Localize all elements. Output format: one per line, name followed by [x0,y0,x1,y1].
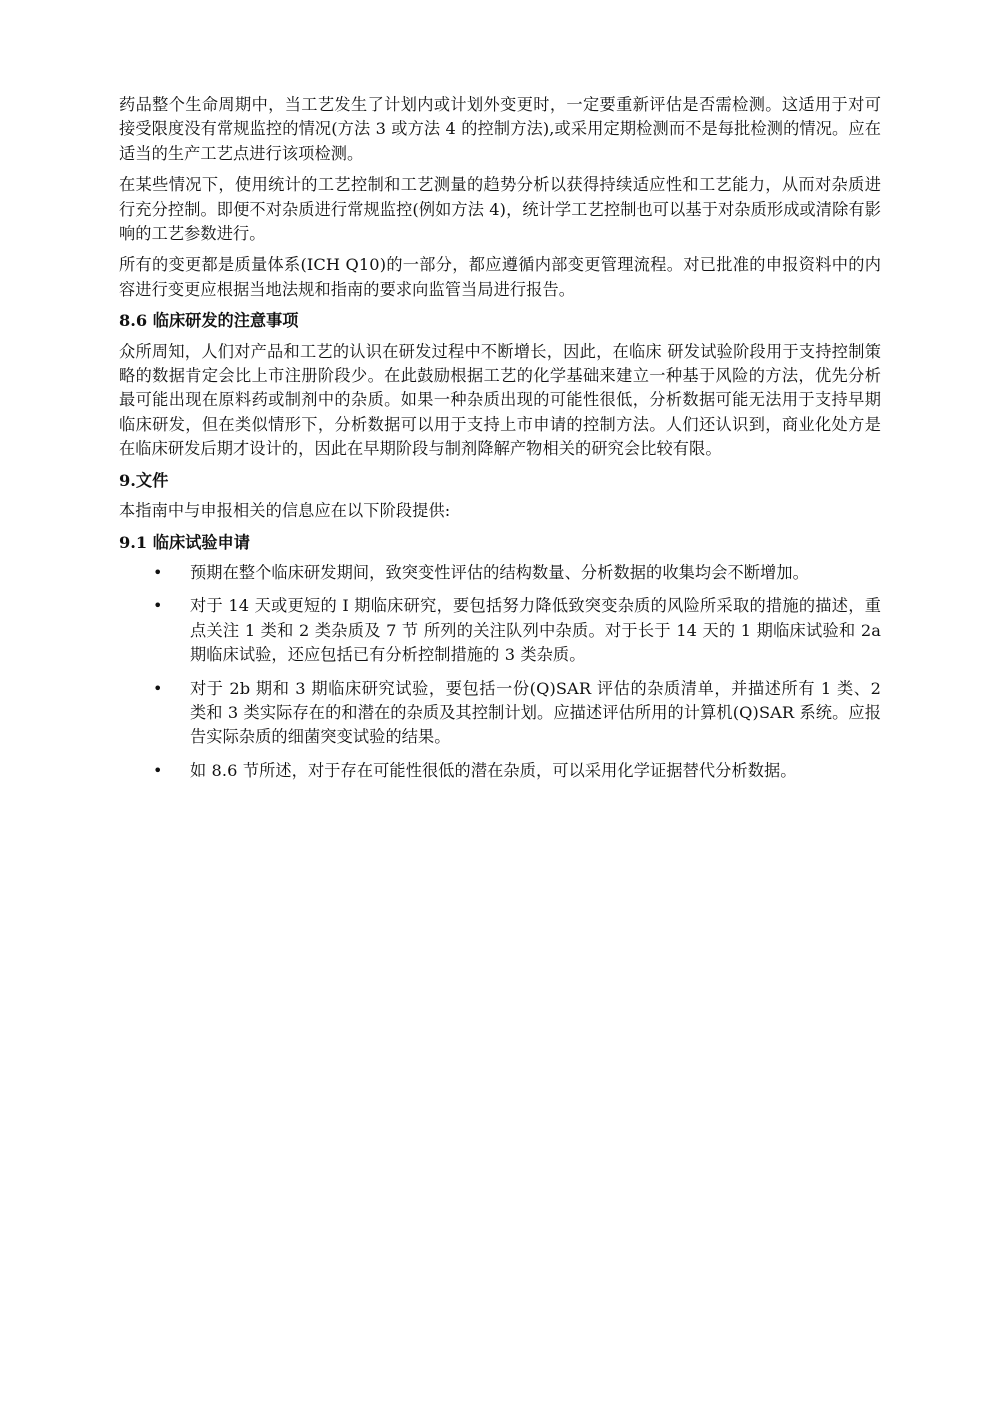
paragraph-clinical-development: 众所周知，人们对产品和工艺的认识在研发过程中不断增长，因此，在临床 研发试验阶段用于支持控制策略的数据肯定会比上市注册阶段少。在此鼓励根据工艺的化学基础来建立一种基于风险的方法，优先分析最可能出现在原料药或制剂中的杂质。如果一种杂质出现的可能性很低，分析数据可能无法用于支持早期临床研发，但在类似情形下，分析数据可以用于支持上市申请的控制方法。人们还认识到，商业化处方是在临床研发后期才设计的，因此在早期阶段与制剂降解产物相关的研究会比较有限。 [119,341,881,459]
list-item [119,561,881,585]
bullet-icon: • [153,596,163,616]
list-item [119,759,881,783]
section-heading-9: 9.文件 [119,470,169,490]
list-item [119,677,881,750]
document-page [119,93,881,792]
list-item-text: 对于 2b 期和 3 期临床研究试验，要包括一份(Q)SAR 评估的杂质清单，并描述所有 1 类、2 类和 3 类实际存在的和潜在的杂质及其控制计划。应描述评估所用的计算机(Q)SAR 系统。应报告实际杂质的细菌突变试验的结果。 [190,678,881,747]
paragraph-change-management: 所有的变更都是质量体系(ICH Q10)的一部分，都应遵循内部变更管理流程。对已批准的申报资料中的内容进行变更应根据当地法规和指南的要求向监管当局进行报告。 [119,255,881,299]
list-item-text: 如 8.6 节所述，对于存在可能性很低的潜在杂质，可以采用化学证据替代分析数据。 [190,760,797,780]
bullet-icon: • [153,562,163,582]
paragraph-documentation-intro: 本指南中与申报相关的信息应在以下阶段提供: [119,501,451,521]
paragraph-lifecycle-testing: 药品整个生命周期中，当工艺发生了计划内或计划外变更时，一定要重新评估是否需检测。这适用于对可接受限度没有常规监控的情况(方法 3 或方法 4 的控制方法),或采用定期检测而不是每批检测的情况。应在适当的生产工艺点进行该项检测。 [119,95,881,163]
list-item [119,594,881,667]
list-item-text: 预期在整个临床研发期间，致突变性评估的结构数量、分析数据的收集均会不断增加。 [190,562,809,582]
bullet-list-clinical-trial [119,561,881,783]
section-heading-9-1: 9.1 临床试验申请 [119,532,250,552]
paragraph-statistical-control: 在某些情况下，使用统计的工艺控制和工艺测量的趋势分析以获得持续适应性和工艺能力，从而对杂质进行充分控制。即便不对杂质进行常规监控(例如方法 4)，统计学工艺控制也可以基于对杂质形成或清除有影响的工艺参数进行。 [119,175,881,244]
bullet-icon: • [153,760,163,780]
section-heading-8-6: 8.6 临床研发的注意事项 [119,311,299,331]
list-item-text: 对于 14 天或更短的 I 期临床研究，要包括努力降低致突变杂质的风险所采取的措施的描述，重点关注 1 类和 2 类杂质及 7 节 所列的关注队列中杂质。对于长于 14 天的 1 期临床试验和 2a 期临床试验，还应包括已有分析控制措施的 3 类杂质。 [190,596,881,665]
bullet-icon: • [153,678,163,698]
